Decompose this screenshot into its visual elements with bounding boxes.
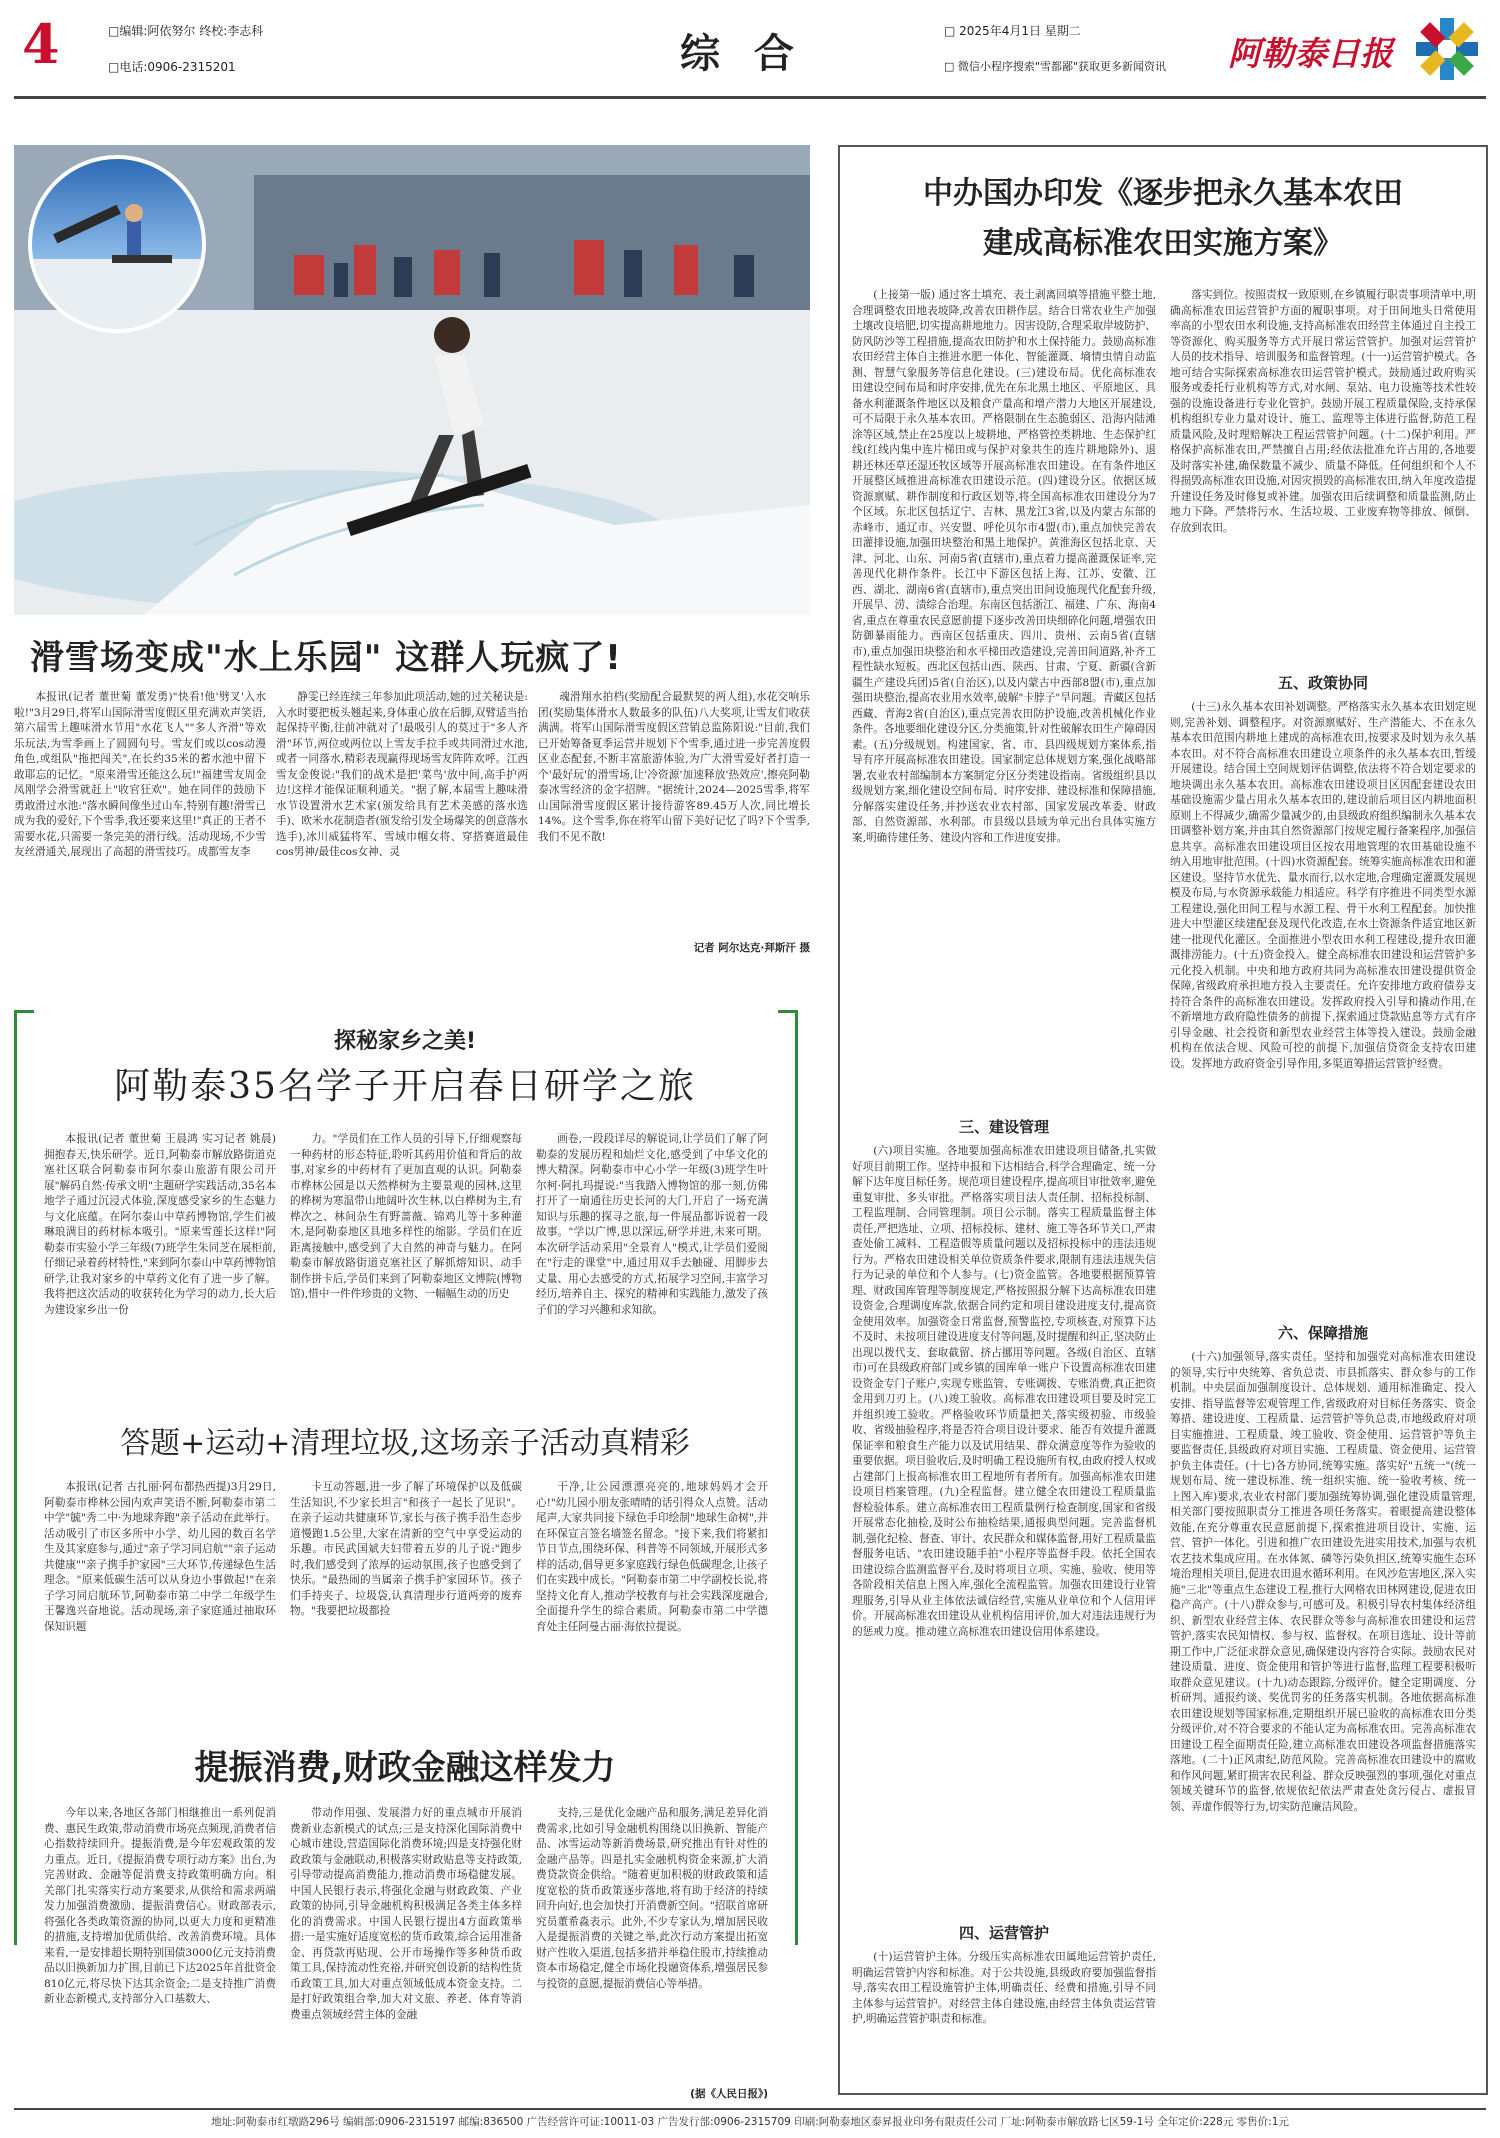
story5-section-4: 四、运营管护 bbox=[958, 1924, 1049, 1942]
story4-col-1 bbox=[44, 1806, 276, 2096]
inset-photo bbox=[28, 155, 206, 333]
snow-park-photo bbox=[14, 145, 810, 615]
story2-headline: 阿勒泰35名学子开启春日研学之旅 bbox=[114, 1066, 696, 1107]
story2-box-top-right bbox=[778, 1010, 798, 1013]
story2-col-2 bbox=[290, 1132, 522, 1402]
story3-col-2 bbox=[290, 1480, 522, 1690]
section-title: 综 合 bbox=[680, 30, 804, 77]
story2-kicker: 探秘家乡之美! bbox=[333, 1029, 477, 1054]
story2-col-1-text: 本报讯(记者 董世菊 王晨鸿 实习记者 姚晨)拥抱春天,快乐研学。近日,阿勒泰市解放路街道克塞社区联合阿勒泰市阿尔泰山旅游有限公司开展"解码自然·传承文明"主题研学实践活动,35名本地学子通过沉浸式体验,深度感受家乡的生态魅力与文化底蕴。在阿尔泰山中草药博物馆,学生们被琳琅满目的药材标本吸引。"原来雪莲长这样!"阿勒泰市实验小学三年级(7)班学生朱同芝在展柜前,仔细记录着药材特性,"来到阿尔泰山中草药博物馆研学,让我对家乡的中草药文化有了进一步了解。我将把这次活动的收获转化为学习的动力,长大后为建设家乡出一份 bbox=[44, 1133, 276, 1316]
story4-col-2 bbox=[290, 1806, 522, 2096]
phone-line: □电话:0906-2315201 bbox=[108, 60, 236, 74]
editor-line: □编辑:阿依努尔 终校:李志科 bbox=[108, 24, 264, 38]
story5-col-2c-text: (十六)加强领导,落实责任。坚持和加强党对高标准农田建设的领导,实行中央统筹、省负总责、市县抓落实、群众参与的工作机制。中央层面加强制度设计、总体规划、通用标准确定、投入安排、指导监督等宏观管理工作,省级政府对目标任务落实、资金筹措、建设进度、工程质量、运营管护等负总责,市地级政府对项目实施推进、工程质量、竣工验收、资金使用、运营管护等负主要监督责任,县级政府对项目实施、工程质量、资金使用、运营管护负主体责任。(十七)各方协同,统筹实施。落实好"五统一"(统一规划布局、统一建设标准、统一组织实施、统一验收考核、统一上图入库)要求,农业农村部门要加强统筹协调,强化建设质量管理,相关部门要按照职责分工推进各项任务落实。着眼提高建设整体效能,在充分尊重农民意愿前提下,探索推进项目设计、实施、运营、管护一体化。引进和推广农田建设先进实用技术,加强与农机农艺技术集成应用。在水体氮、磷等污染负担区,统筹实施生态环境治理相关项目,促进农田退水循环利用。在风沙危害地区,深入实施"三北"等重点生态建设工程,推行大网格农田林网建设,促进农田稳产高产。(十八)群众参与,可感可及。积极引导农村集体经济组织、新型农业经营主体、农民群众等参与高标准农田建设和运营管护,落实农民知情权、参与权、监督权。在项目选址、设计等前期工作中,广泛征求群众意见,确保建设内容符合实际。鼓励农民对建设质量、进度、资金使用和管护等进行监督,监理工程要积极听取群众意见建议。(十九)动态跟踪,分级评价。健全定期调度、分析研判、通报约谈、奖优罚劣的任务落实机制。各地依据高标准农田建设规划等国家标准,定期组织开展已验收的高标准农田分类分级评价,对不符合要求的不能认定为高标准农田。完善高标准农田建设工程全面期责任险,建立高标准农田建设各项监督措施落实落地。(二十)正风肃纪,防范风险。完善高标准农田建设中的腐败和作风问题,紧盯损害农民利益、群众反映强烈的事项,强化对重点领域关键环节的监督,依规依纪依法严肃查处贪污侵占、虚报冒领、弄虚作假等行为,切实防范廉洁风险。 bbox=[1170, 1351, 1476, 1813]
story4-col-3 bbox=[536, 1806, 768, 2086]
story1-col-2-text: 静雯已经连续三年参加此项活动,她的过关秘诀是:入水时要把板头翘起来,身体重心放在后脚,双臂适当抬起保持平衡,往前冲就对了!最吸引人的莫过于"多人齐滑"环节,两位或两位以上雪友手拉手或共同滑过水池,或者一同落水,精彩表现赢得现场雪友阵阵欢呼。江西雪友金俊说:"我们的战术是把'菜鸟'放中间,高手护两边!这样才能保证顺利通关。"据了解,本届雪上趣味滑水节设置滑水艺术家(颁发给具有艺术美感的落水选手)、欧米水花制造者(颁发给引发全场爆笑的创意落水选手),冰川威猛将军、雪域巾帼女将、穿搭赛道最佳cos男神/最佳cos女神、灵 bbox=[276, 691, 528, 858]
page-header bbox=[0, 0, 1500, 98]
story3-col-1-text: 本报讯(记者 古扎丽·阿布都热西提)3月29日,阿勒泰市桦林公园内欢声笑语不断,阿勒泰市第二中学"毓"秀二中·为地球奔跑"亲子活动在此举行。活动吸引了市区多所中小学、幼儿园的数百名学生及其家庭参与,通过"亲子学习同启航""亲子运动共健康""亲子携手护家园"三大环节,传递绿色生活理念。"原来低碳生活可以从身边小事做起!"在亲子学习同启航环节,阿勒泰市第二中学二年级学生王馨逸兴奋地说。活动现场,亲子家庭通过抽取环保知识题 bbox=[44, 1481, 276, 1633]
story5-headline-1: 中办国办印发《逐步把永久基本农田 bbox=[923, 176, 1403, 211]
story4-byline: (据《人民日报》) bbox=[690, 2088, 768, 2100]
story5-col-1c bbox=[852, 1950, 1156, 2080]
story2-col-3-text: 画卷,一段段详尽的解说词,让学员们了解了阿勒泰的发展历程和灿烂文化,感受到了中华文化的博大精深。阿勒泰市中心小学一年级(3)班学生叶尔柯·阿扎玛提说:"当我踏入博物馆的那一刻,仿佛打开了一扇通往历史长河的大门,开启了一场充满知识与乐趣的探寻之旅,每一件展品都诉说着一段故事。"学以广博,思以深远,研学并进,未来可期。本次研学活动采用"全景育人"模式,让学员们爱阅在"行走的课堂"中,通过用双手去触碰、用脚步去丈量、用心去感受的方式,拓展学习空间,丰富学习经历,培养自主、探究的精神和实践能力,激发了孩子们的学习兴趣和求知欲。 bbox=[536, 1133, 768, 1316]
story5-col-1a-text: (上接第一版) 通过客土填充、表土剥离回填等措施平整土地,合理调整农田地表坡降,改善农田耕作层。结合日常农业生产加强土壤改良培肥,切实提高耕地地力。因害设防,合理采取岸坡防护、防风防沙等工程措施,提高农田防护和水土保持能力。鼓励高标准农田经营主体自主推进水肥一体化、智能灌溉、墒情虫情自动监测、智慧气象服务等信息化建设。(三)建设布局。优化高标准农田建设空间布局和时序安排,优先在东北黑土地区、平原地区、具备水利灌溉条件地区以及粮食产量高和增产潜力大地区开展建设,可不局限于永久基本农田。严格限制在生态脆弱区、沿海内陆滩涂等区域,禁止在25度以上坡耕地、严格管控类耕地、生态保护红线(红线内集中连片梯田或与保护对象共生的连片耕地除外)、退耕还林还草还湿还牧区域等开展高标准农田建设。在有条件地区开展整区域推进高标准农田建设示范。(四)建设分区。依据区域资源禀赋、耕作制度和行政区划等,将全国高标准农田建设分为7个区域。东北区包括辽宁、吉林、黑龙江3省,以及内蒙古东部的赤峰市、通辽市、兴安盟、呼伦贝尔市4盟(市),重点加快完善农田灌排设施,加强田块整治和黑土地保护。黄淮海区包括北京、天津、河北、山东、河南5省(直辖市),重点着力提高灌溉保证率,完善现代化耕作条件。长江中下游区包括上海、江苏、安徽、江西、湖北、湖南6省(直辖市),重点突出田间设施现代化配套升级,开展旱、涝、渍综合治理。东南区包括浙江、福建、广东、海南4省,重点在尊重农民意愿前提下逐步改善田块细碎化问题,增强农田防御暴雨能力。西南区包括重庆、四川、贵州、云南5省(直辖市),重点加强田块整治和水平梯田改造建设,完善田间道路,补齐工程性缺水短板。西北区包括山西、陕西、甘肃、宁夏、新疆(含新疆生产建设兵团)5省(自治区),以及内蒙古中西部8盟(市),重点加强田块整治,提高农业用水效率,破解"卡脖子"旱问题。青藏区包括西藏、青海2省(自治区),重点完善农田防护设施,改善机械化作业条件。各地要细化建设分区,分类施策,针对性破解农田生产障碍因素。(五)分级规划。构建国家、省、市、县四级规划方案体系,指导有序开展高标准农田建设。国家制定总体规划方案,强化战略部署,农业农村部编制本方案制定分区分类建设指南。省级组织县以级规划方案,细化建设空间布局、时序安排、建设标准和保障措施,分解落实建设任务,并抄送农业农村部、国家发展改革委、财政部、自然资源部、水利部。市县级以县域为单元出台具体实施方案,明确待建任务、建设内容和工作进度安排。 bbox=[852, 289, 1156, 844]
story5-col-2b bbox=[1170, 700, 1476, 1310]
story4-col-1-text: 今年以来,各地区各部门相继推出一系列促消费、惠民生政策,带动消费市场亮点频现,消费者信心指数持续回升。提振消费,是今年宏观政策的发力重点。近日,《提振消费专项行动方案》出台,为完善财政、金融等促消费支持政策明确方向。相关部门扎实落实行动方案要求,从供给和需求两端发力加强消费激励、提振消费信心。财政部表示,将强化各类政策资源的协同,以更大力度和更精准的措施,支持增加优质供给、改善消费环境。具体来看,一是安排超长期特别国债3000亿元支持消费品以旧换新加力扩围,目前已下达2025年首批资金810亿元,将尽快下达其余资金;二是支持推广消费新业态新模式,支持部分入口基数大、 bbox=[44, 1807, 276, 2005]
story1-col-2 bbox=[276, 690, 528, 960]
story5-col-2a-text: 落实到位。按照责权一致原则,在乡镇履行职责事项清单中,明确高标准农田运营管护方面的履职事项。对于田间地头日常使用率高的小型农田水利设施,支持高标准农田经营主体通过自主投工等资源化、购买服务等方式开展日常运营管护。加强对运营管护人员的技术指导、培训服务和监督管理。(十一)运营管护模式。各地可结合实际探索高标准农田运营管护模式。鼓励通过政府购买服务或委托行业机构等方式,对水闸、泵站、电力设施等技术性较强的设施设备进行专业化管护。鼓励开展工程质量保险,支持承保机构组织专业力量对设计、施工、监理等主体进行监督,防范工程质量风险,及时理赔解决工程运营管护问题。(十二)保护利用。严格保护高标准农田,严禁擅自占用;经依法批准允许占用的,各地要及时落实补建,确保数量不减少、质量不降低。任何组织和个人不得损毁高标准农田设施,对因灾损毁的高标准农田,纳入年度改造提升建设任务及时修复或补建。加强农田后续调整和质量监测,防止地力下降。严禁将污水、生活垃圾、工业废弃物等排放、倾倒、存放到农田。 bbox=[1170, 289, 1476, 534]
story5-col-1a bbox=[852, 288, 1156, 1108]
story5-headline-2: 建成高标准农田实施方案》 bbox=[983, 226, 1343, 261]
story2-col-2-text: 力。"学员们在工作人员的引导下,仔细观察每一种药材的形态特征,聆听其药用价值和背后的故事,对家乡的中药材有了更加直观的认识。阿勒泰市桦林公园是以天然桦树为主要景观的园林,这里的桦树为寒温带山地阔叶次生林,以白桦树为主,有桦次之、林间杂生有野蔷薇、锦鸡儿等十多种灌木,是阿勒泰地区具地多样性的缩影。学员们在近距离接触中,感受到了大自然的神奇与魅力。在阿勒泰市解放路街道克塞社区了解抓熔知识、动手制作拼卡后,学员们来到了阿勒泰地区文博院(博物馆),惜中一件件珍贵的文物、一幅幅生动的历史 bbox=[290, 1133, 522, 1300]
wechat-line: □ 微信小程序搜索"雪都鄙"获取更多新闻资讯 bbox=[944, 60, 1167, 73]
story1-col-1-text: 本报讯(记者 董世菊 董发勇)"快看!他'劈叉'入水啦!"3月29日,将军山国际滑雪度假区里充满欢声笑语,第六届雪上趣味滑水节用"水花飞人""多人齐滑"等欢乐玩法,为雪季画上了圆圆句号。雪友们或以cos动漫角色,或组队"拖把闯关",在长约35米的蓄水池中留下敢耶忘的记忆。"原来滑雪还能这么玩!"福建雪友周金凤刚学会滑雪就赶上"收官狂欢"。她在同伴的鼓励下勇敢滑过水池:"落水瞬间像坐过山车,特别有趣!滑雪已成为我的爱好,下个雪季,我还要来这里!"真正的王者不需要水花,只需要一条完美的滑行线。活动现场,不少雪友丝滑通关,展现出了高超的滑雪技巧。成都雪友李 bbox=[14, 691, 266, 858]
story3-col-1 bbox=[44, 1480, 276, 1690]
cross-star-logo-icon bbox=[1412, 14, 1482, 84]
story5-col-1c-text: (十)运营管护主体。分级压实高标准农田属地运营管护责任,明确运营管护内容和标准。对于公共设施,县级政府要加强监督指导,落实农田工程设施管护主体,明确责任、经费和措施,引导不同主体参与运营管护。对经营主体自建设施,由经营主体负责运营管护,明确运营管护职责和标准。 bbox=[852, 1951, 1156, 2025]
footer-rule bbox=[14, 2108, 1486, 2110]
story5-section-3: 三、建设管理 bbox=[958, 1118, 1049, 1136]
story3-headline: 答题+运动+清理垃圾,这场亲子活动真精彩 bbox=[120, 1426, 690, 1461]
story1-col-1 bbox=[14, 690, 266, 960]
story3-col-3 bbox=[536, 1480, 768, 1690]
story2-box-top-left bbox=[14, 1010, 34, 1013]
story5-section-5: 五、政策协同 bbox=[1277, 674, 1368, 692]
story4-col-3-text: 支持,三是优化金融产品和服务,满足差异化消费需求,比如引导金融机构围绕以旧换新、智能产品、冰雪运动等新消费场景,研究推出有针对性的金融产品等。四是扎实金融机构资金来源,扩大消费贷款资金供给。"随着更加积极的财政政策和适度宽松的货币政策逐步落地,将有助于经济的持续回升向好,也会加快打开消费新空间。"招联首席研究员董希淼表示。此外,不少专家认为,增加居民收入是提振消费的关键之举,此次行动方案提出拓宽财产性收入渠道,包括多措并举稳住股市,持续推动资本市场稳定,健全市场化投融资体系,增强居民参与投资的意愿,提振消费信心等举措。 bbox=[536, 1807, 768, 1990]
story2-col-1 bbox=[44, 1132, 276, 1402]
story5-col-1b-text: (六)项目实施。各地要加强高标准农田建设项目储备,扎实做好项目前期工作。坚持申报和下达相结合,科学合理确定、统一分解下达年度目标任务。规范项目建设程序,提高项目审批效率,避免重复审批、多头审批。严格落实项目法人责任制、招标投标制、工程监理制、合同管理制。项目公示制。落实工程质量监督主体责任,严把选址、立项、招标投标、建材、施工等各环节关口,严肃查处偷工减料、工程造假等质量问题以及招标投标中的违法违规行为。严格农田建设相关单位资质条件要求,限制有违法违规失信行为记录的单位和个人参与。(七)资金监管。各地要根据预算管理、财政国库管理等制度规定,严格按照报分解下达高标准农田建设资金,合理调度库款,依据合同约定和项目建设进度支付,提高资金使用效率。加强资金日常监督,预警监控,专项核查,对预算下达不及时、未按项目建设进度支付等问题,及时提醒和纠正,坚决防止出现以拨代支、套取截留、挤占挪用等问题。各级(自治区、直辖市)可在县级政府部门或乡镇的国库单一账户下设置高标准农田建设资金专门子账户,实现专账监管、专账调拨、专账消费,真正把资金用到刀刃上。(八)竣工验收。高标准农田建设项目要及时完工并组织竣工验收。严格验收环节质量把关,落实级初验、市级验收、省级抽验程序,将是否符合项目设计要求、能否有效提升灌溉保证率和粮食生产能力以及试用结果、群众满意度等作为验收的重要依据。项目验收后,及时明确工程设施所有权,由政府授人权或占建部门上报高标准农田工程地所有者所有。加强高标准农田建设项目档案管理。(九)全程监督。建立健全农田建设工程质量监督检验体系。建立高标准农田工程质量例行检查制度,国家和省级开展常态化抽检,及时公布抽检结果,通报典型问题。完善监督机制,强化纪检、督查、审计、农民群众和媒体监督,用好工程质量监督服务电话、"农田建设随手拍"小程序等监督手段。依托全国农田建设综合监测监督平台,及时将项目立项、实施、验收、使用等各阶段相关信息上图入库,强化全流程监管。加强农田建设行业管理服务,引导从业主体依法诚信经营,实施从业单位和个人信用评价。开展高标准农田建设从业机构信用评价,加大对违法违规行为的惩戒力度。推动建立高标准农田建设信用体系建设。 bbox=[852, 1145, 1156, 1638]
story4-col-2-text: 带动作用强、发展潜力好的重点城市开展消费新业态新模式的试点;三是支持深化国际消费中心城市建设,营造国际化消费环境;四是支持强化财政政策与金融联动,积极落实财政贴息等支持政策,引导带动提高消费能力,推动消费市场稳健发展。中国人民银行表示,将强化金融与财政政策、产业政策的协同,引导金融机构积极满足各类主体多样化的消费需求。中国人民银行提出4方面政策举措:一是实施好适度宽松的货币政策,综合运用准备金、再贷款再贴现、公开市场操作等多种货币政策工具,保持流动性充裕,并研究创设新的结构性货币政策工具,加大对重点领域低成本资金支持。二是打好政策组合拳,加大对文旅、养老、体育等消费重点领域经营主体的金融 bbox=[290, 1807, 522, 2021]
story3-col-3-text: 干净,让公园漂漂亮亮的,地球妈妈才会开心!"幼儿园小朋友张晴晴的话引得众人点赞。活动尾声,大家共同接下绿色手印绘制"地球生命树",并在环保宣言签名墙签名留念。"接下来,我们将紧扣节日节点,围绕环保、科普等不同领域,开展形式多样的活动,倡导更多家庭践行绿色低碳理念,让孩子们在实践中成长。"阿勒泰市第二中学副校长说,将坚持文化育人,推动学校教育与社会实践深度融合,全面提升学生的综合素质。阿勒泰市第二中学德育处主任阿曼古丽·海依拉提说。 bbox=[536, 1481, 768, 1633]
story3-col-2-text: 卡互动答题,进一步了解了环境保护以及低碳生活知识,不少家长坦言"和孩子一起长了见识"。在亲子运动共健康环节,家长与孩子携手沿生态步道慢跑1.5公里,大家在清新的空气中享受运动的乐趣。市民武国斌夫妇带着五岁的儿子说:"跑步时,我们感受到了浓厚的运动氛围,孩子也感受到了快乐。"最热闹的当属亲子携手护家园环节。孩子们手持夹子、垃圾袋,认真清理步行道两旁的废弃物。"我要把垃圾都捡 bbox=[290, 1481, 522, 1617]
story1-col-3-text: 魂滑翔水拍档(奖励配合最默契的两人组),水花交响乐团(奖励集体滑水人数最多的队伍)八大奖项,让雪友们收获满满。将军山国际滑雪度假区营销总监陈阳说:"目前,我们已开始筹备夏季运营并规划下个雪季,通过进一步完善度假区业态配套,不断丰富旅游体验,为广大滑雪爱好者打造一个'最好玩'的滑雪场,让'冷资源'加速释放'热效应',擦亮阿勒泰冰雪经济的金字招牌。"据统计,2024—2025雪季,将军山国际滑雪度假区累计接待游客89.45万人次,同比增长14%。这个雪季,你在将军山留下美好记忆了吗?下个雪季,我们不见不散! bbox=[538, 691, 810, 843]
story5-col-2b-text: (十三)永久基本农田补划调整。严格落实永久基本农田划定规则,完善补划、调整程序。对资源禀赋好、生产潜能大、不在永久基本农田范围内耕地上建成的高标准农田,按要求及时划为永久基本农田。对不符合高标准农田建设立项条件的永久基本农田,暂缓开展建设。结合国土空间规划评估调整,依法将不符合划定要求的地块调出永久基本农田。高标准农田建设项目区因配套建设农田基础设施需少量占用永久基本农田的,建设前后项目区内耕地面积原则上不得减少,确需少量减少的,由县级政府组织编制永久基本农田调整补划方案,并由其自然资源部门按规定履行备案程序,加强信息共享。高标准农田建设项目区按农用地管理的农田基础设施不纳入用地审批范围。(十四)水资源配套。统筹实施高标准农田和灌区建设。坚持节水优先、量水而行,以水定地,合理确定灌溉发展规模及布局,与水资源承载能力相适应。科学有序推进不同类型水源工程建设,强化田间工程与水源工程、骨干水利工程配套。加快推进大中型灌区续建配套及现代化改造,在水土资源条件适宜地区新建一批现代化灌区。全面推进小型农田水利工程建设,提升农田灌溉排涝能力。(十五)资金投入。健全高标准农田建设和运营管护多元化投入机制。中央和地方政府共同为高标准农田建设提供资金保障,省级政府承担地方投入主要责任。允许安排地方政府债券支持符合条件的高标准农田建设。发挥政府投入引导和撬动作用,在不新增地方政府隐性债务的前提下,探索通过贷款贴息等方式有序引导金融、社会投资和新型农业经营主体等投入建设。鼓励金融机构在依法合规、风险可控的前提下,加强信贷资金支持农田建设。发挥地方政府资金引导作用,多渠道筹措运营管护经费。 bbox=[1170, 701, 1476, 1070]
masthead: 阿勒泰日报 bbox=[1228, 34, 1393, 73]
story2-col-3 bbox=[536, 1132, 768, 1402]
story1-col-3 bbox=[538, 690, 810, 940]
story1-byline: 记者 阿尔达克·拜斯汗 摄 bbox=[693, 942, 810, 954]
date-line: □ 2025年4月1日 星期二 bbox=[944, 24, 1081, 38]
footer-text: 地址:阿勒泰市红墩路296号 编辑部:0906-2315197 邮编:836500 广告经营许可证:10011-03 广告发行部:0906-2315709 印刷:阿勒泰地区泰昇报业印务有限责任公司 厂址:阿勒泰市解放路七区59-1号 全年定价:228元 零售价:1元 bbox=[211, 2116, 1289, 2128]
story1-headline: 滑雪场变成"水上乐园" 这群人玩疯了! bbox=[30, 638, 622, 678]
story5-col-2a bbox=[1170, 288, 1476, 658]
story4-headline: 提振消费,财政金融这样发力 bbox=[194, 1748, 616, 1788]
page-number: 4 bbox=[22, 12, 60, 76]
story5-section-6: 六、保障措施 bbox=[1277, 1324, 1368, 1342]
story5-col-2c bbox=[1170, 1350, 1476, 2085]
header-rule bbox=[14, 96, 1486, 99]
story5-col-1b bbox=[852, 1144, 1156, 1834]
